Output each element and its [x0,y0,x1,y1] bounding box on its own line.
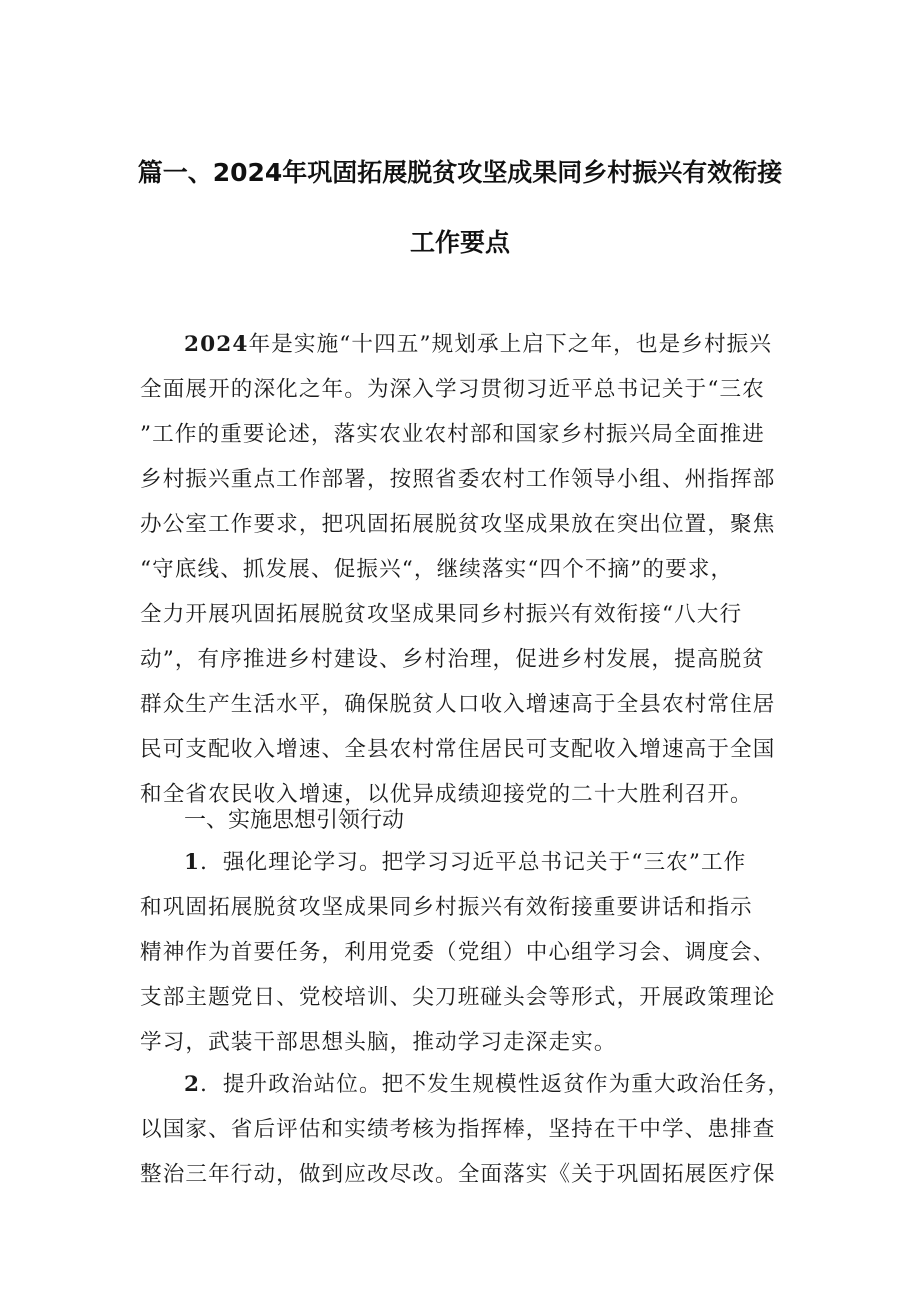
item-number: 2 [184,1072,201,1097]
paragraph-line: 和全省农民收入增速，以优异成绩迎接党的二十大胜利召开。 [140,782,753,807]
paragraph-line: 和巩固拓展脱贫攻坚成果同乡村振兴有效衔接重要讲话和指示 [140,895,753,920]
paragraph-line: 动”，有序推进乡村建设、乡村治理，促进乡村发展，提高脱贫 [140,647,765,672]
document-title-line-2: 工作要点 [409,228,510,257]
item-2-paragraph [140,1062,791,1197]
paragraph-line: 支部主题党日、党校培训、尖刀班碰头会等形式，开展政策理论 [140,985,776,1010]
section-heading: 一、实施思想引领行动 [184,808,405,833]
item-1-paragraph [140,840,782,1065]
intro-year: 2024 [184,332,249,357]
paragraph-line: 2024年是实施“十四五”规划承上启下之年，也是乡村振兴 [184,332,773,357]
paragraph-line: 乡村振兴重点工作部署，按照省委农村工作领导小组、州指挥部 [140,467,776,492]
paragraph-line: 全力开展巩固拓展脱贫攻坚成果同乡村振兴有效衔接“八大行 [140,602,743,627]
paragraph-line: 民可支配收入增速、全县农村常住居民可支配收入增速高于全国 [140,737,776,762]
paragraph-line: 群众生产生活水平，确保脱贫人口收入增速高于全县农村常住居 [140,692,776,717]
paragraph-line: 全面展开的深化之年。为深入学习贯彻习近平总书记关于“三农 [140,377,765,402]
paragraph-line: “守底线、抓发展、促振兴“，继续落实“四个不摘”的要求， [140,557,734,582]
item-number: 1 [184,850,201,875]
paragraph-line: 整治三年行动，做到应改尽改。全面落实《关于巩固拓展医疗保 [140,1162,776,1187]
paragraph-line: 以国家、省后评估和实绩考核为指挥棒，坚持在干中学、患排查 [140,1117,776,1142]
paragraph-line: 学习，武装干部思想头脑，推动学习走深走实。 [140,1030,617,1055]
paragraph-line: 办公室工作要求，把巩固拓展脱贫攻坚成果放在突出位置，聚焦 [140,512,776,537]
paragraph-line: 1．强化理论学习。把学习习近平总书记关于“三农”工作 [184,850,747,875]
paragraph-line: ”工作的重要论述，落实农业农村部和国家乡村振兴局全面推进 [140,422,765,447]
document-title-line-1: 篇一、2024年巩固拓展脱贫攻坚成果同乡村振兴有效衔接 [137,158,783,187]
intro-paragraph [140,322,782,817]
paragraph-line: 2．提升政治站位。把不发生规模性返贫作为重大政治任务， [184,1072,791,1097]
paragraph-line: 精神作为首要任务，利用党委（党组）中心组学习会、调度会、 [140,940,776,965]
